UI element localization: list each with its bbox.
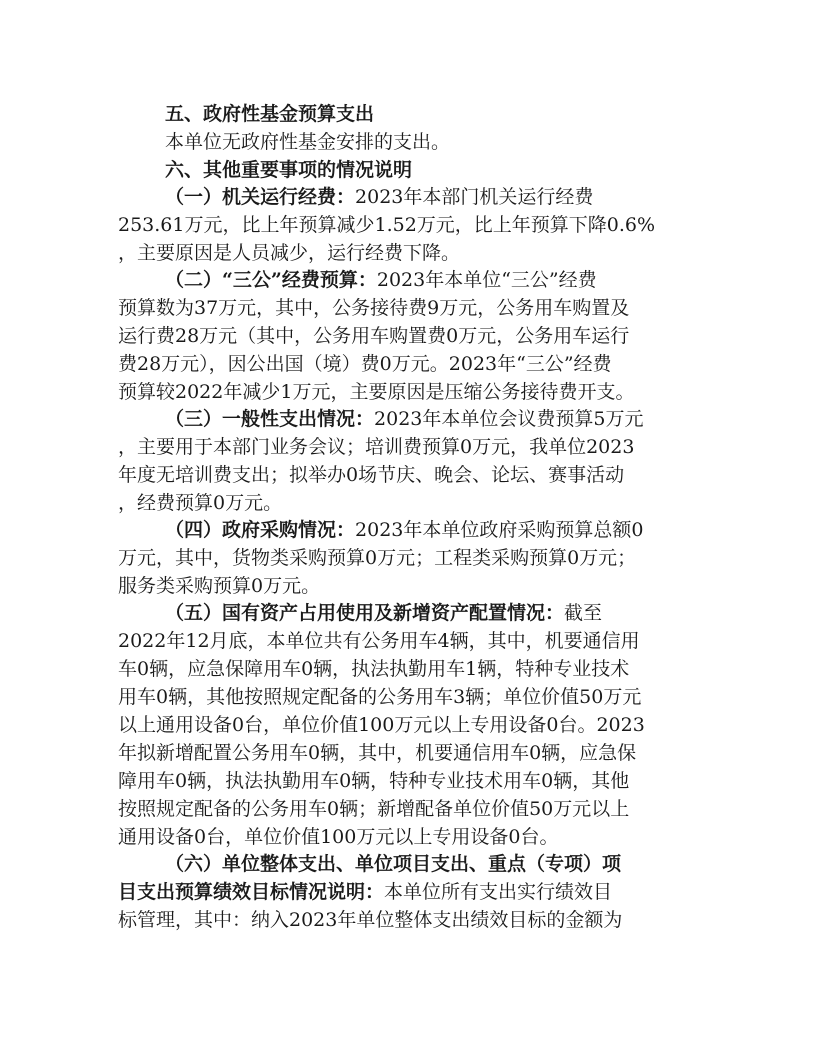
item3-line-2: ，主要用于本部门业务会议；培训费预算0万元，我单位2023 [118,436,635,458]
item1-label: （一）机关运行经费： [165,186,356,208]
item2-line-4: 费28万元），因公出国（境）费0万元。2023年“三公”经费 [118,353,612,375]
item6-label-line-1: （六）单位整体支出、单位项目支出、重点（专项）项 [165,853,622,875]
item3-label: （三）一般性支出情况： [165,408,375,430]
item2-label: （二）“三公”经费预算： [165,269,377,291]
item5-line-5: 以上通用设备0台，单位价值100万元以上专用设备0台。2023 [118,714,645,736]
item2-text: 2023年本单位“三公”经费 [376,269,597,291]
section5-heading: 五、政府性基金预算支出 [165,103,375,125]
section6-heading: 六、其他重要事项的情况说明 [165,159,413,181]
item5-line-4: 用车0辆，其他按照规定配备的公务用车3辆；单位价值50万元 [118,686,642,708]
item2-line-2: 预算数为37万元，其中，公务接待费9万元，公务用车购置及 [118,297,630,319]
item5-line-7: 障用车0辆，执法执勤用车0辆，特种专业技术用车0辆，其他 [118,770,630,792]
item5-line-6: 年拟新增配置公务用车0辆，其中，机要通信用车0辆，应急保 [118,742,637,764]
item1-line-2: 253.61万元，比上年预算减少1.52万元，比上年预算下降0.6% [118,214,656,236]
item5-text: 截至 [564,602,603,624]
item5-line-2: 2022年12月底，本单位共有公务用车4辆，其中，机要通信用 [118,630,640,652]
item2-line-5: 预算较2022年减少1万元，主要原因是压缩公务接待费开支。 [118,381,635,403]
item1-text: 2023年本部门机关运行经费 [355,186,594,208]
item6-text: 本单位所有支出实行绩效目 [384,881,613,903]
item5-label: （五）国有资产占用使用及新增资产配置情况： [165,602,565,624]
item3-line-4: ，经费预算0万元。 [118,492,283,514]
item4-first-line [165,516,643,544]
item4-text: 2023年本单位政府采购预算总额0 [355,519,644,541]
item2-line-3: 运行费28万元（其中，公务用车购置费0万元，公务用车运行 [118,325,630,347]
item5-first-line [165,599,602,627]
item1-line-3: ，主要原因是人员减少，运行经费下降。 [118,242,461,264]
item2-first-line [165,266,597,294]
item3-text: 2023年本单位会议费预算5万元 [374,408,644,430]
item1-first-line [165,183,593,211]
item5-line-3: 车0辆，应急保障用车0辆，执法执勤用车1辆，特种专业技术 [118,658,630,680]
item6-line-3: 标管理，其中：纳入2023年单位整体支出绩效目标的金额为 [118,909,623,931]
item6-label-line-2: 目支出预算绩效目标情况说明： [118,881,385,903]
item4-line-2: 万元，其中，货物类采购预算0万元；工程类采购预算0万元； [118,547,637,569]
item5-line-8: 按照规定配备的公务用车0辆；新增配备单位价值50万元以上 [118,798,630,820]
item4-label: （四）政府采购情况： [165,519,356,541]
item3-line-3: 年度无培训费支出；拟举办0场节庆、晚会、论坛、赛事活动 [118,464,625,486]
item3-first-line [165,405,643,433]
section5-body: 本单位无政府性基金安排的支出。 [165,131,451,153]
item4-line-3: 服务类采购预算0万元。 [118,575,321,597]
item5-line-9: 通用设备0台，单位价值100万元以上专用设备0台。 [118,826,559,848]
item6-second-line [118,878,612,906]
